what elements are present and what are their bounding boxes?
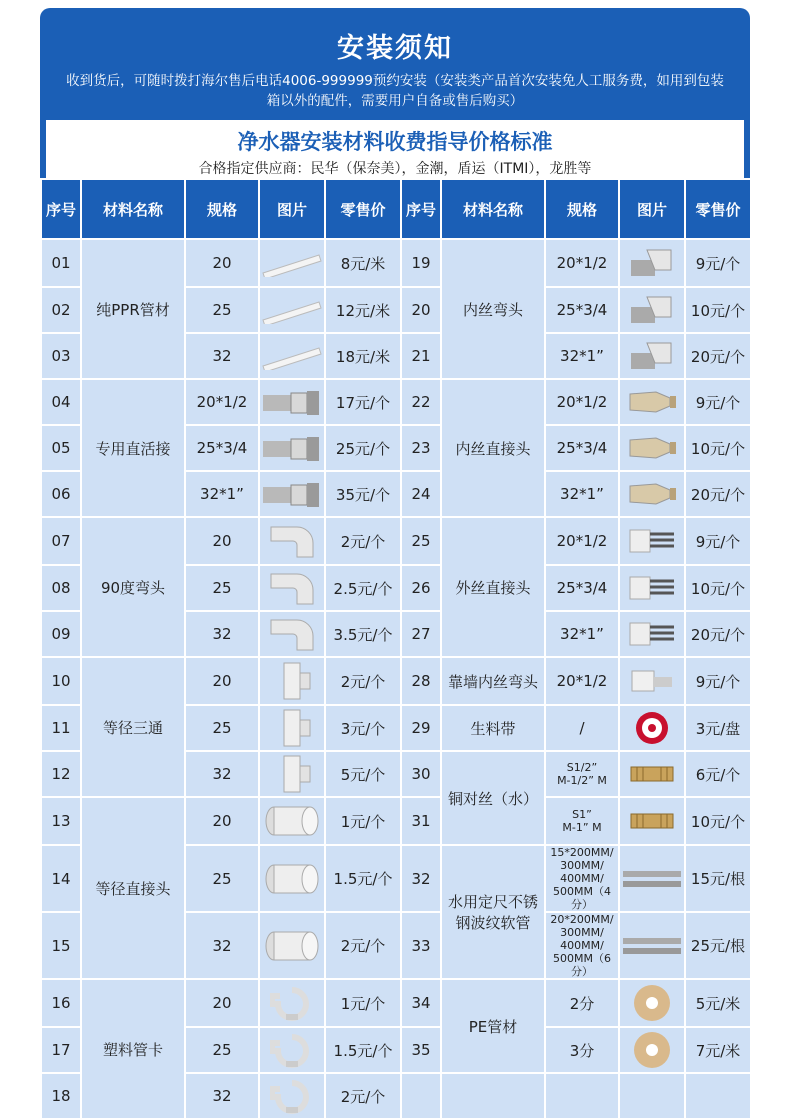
wall-elbow-icon: [620, 658, 684, 704]
spec: 32: [185, 611, 259, 657]
union-fitting-icon: [260, 472, 324, 516]
row-no: 02: [41, 287, 81, 333]
row-no: 05: [41, 425, 81, 471]
material-name: 90度弯头: [81, 517, 185, 657]
product-image: [619, 657, 685, 705]
row-no: 22: [401, 379, 441, 425]
spec: 15*200MM/ 300MM/ 400MM/ 500MM（4分）: [545, 845, 619, 912]
product-image: [259, 979, 325, 1027]
spec: 20*1/2: [545, 657, 619, 705]
product-image: [619, 425, 685, 471]
elbow-90-icon: [260, 612, 324, 656]
table-row: [41, 239, 751, 287]
notice-title: 安装须知: [337, 33, 453, 64]
product-image: [619, 471, 685, 517]
pe-tube-icon: [620, 1028, 684, 1072]
row-no: 31: [401, 797, 441, 845]
female-straight-icon: [620, 380, 684, 424]
table-row: [41, 797, 751, 845]
retail-price: 2.5元/个: [325, 565, 401, 611]
product-image: [259, 517, 325, 565]
header-price: 零售价: [685, 179, 751, 239]
header-image: 图片: [619, 179, 685, 239]
spec: 20: [185, 239, 259, 287]
product-image: [619, 517, 685, 565]
row-no: 26: [401, 565, 441, 611]
row-no: 04: [41, 379, 81, 425]
product-image: [259, 379, 325, 425]
product-image: [259, 657, 325, 705]
row-no: 10: [41, 657, 81, 705]
row-no: 11: [41, 705, 81, 751]
product-image: [259, 751, 325, 797]
header-name: 材料名称: [81, 179, 185, 239]
row-no: 18: [41, 1073, 81, 1119]
price-guide-title: 净水器安装材料收费指导价格标准: [237, 130, 553, 154]
retail-price: 3元/盘: [685, 705, 751, 751]
retail-price: 25元/根: [685, 912, 751, 979]
ptfe-tape-icon: [620, 706, 684, 750]
product-image: [259, 912, 325, 979]
product-image: [259, 471, 325, 517]
retail-price: 9元/个: [685, 379, 751, 425]
header-image: 图片: [259, 179, 325, 239]
row-no: [401, 1073, 441, 1119]
spec: 25*3/4: [545, 425, 619, 471]
female-straight-icon: [620, 426, 684, 470]
spec: S1” M-1” M: [545, 797, 619, 845]
female-straight-icon: [620, 472, 684, 516]
product-image: [619, 845, 685, 912]
row-no: 14: [41, 845, 81, 912]
spec: 32: [185, 912, 259, 979]
product-image: [259, 1027, 325, 1073]
male-straight-icon: [620, 566, 684, 610]
material-name: [441, 1073, 545, 1119]
material-name: 铜对丝（水）: [441, 751, 545, 845]
material-name: 外丝直接头: [441, 517, 545, 657]
tee-icon: [260, 658, 324, 704]
product-image: [259, 1073, 325, 1119]
supplier-list: 合格指定供应商：民华（保奈美），金潮，盾运（ITMI），龙胜等: [198, 161, 592, 177]
material-name: 等径直接头: [81, 797, 185, 979]
spec: 25: [185, 705, 259, 751]
row-no: 09: [41, 611, 81, 657]
retail-price: [685, 1073, 751, 1119]
retail-price: 1元/个: [325, 797, 401, 845]
row-no: 25: [401, 517, 441, 565]
retail-price: 9元/个: [685, 517, 751, 565]
header-spec: 规格: [545, 179, 619, 239]
ppr-pipe-icon: [260, 288, 324, 332]
product-image: [259, 333, 325, 379]
spec: 25*3/4: [545, 287, 619, 333]
product-image: [619, 912, 685, 979]
product-image: [619, 797, 685, 845]
product-image: [259, 425, 325, 471]
pipe-clip-icon: [260, 980, 324, 1026]
row-no: 29: [401, 705, 441, 751]
product-image: [619, 565, 685, 611]
product-image: [259, 797, 325, 845]
spec: 32: [185, 751, 259, 797]
material-name: 塑料管卡: [81, 979, 185, 1119]
row-no: 12: [41, 751, 81, 797]
retail-price: 20元/个: [685, 611, 751, 657]
row-no: 19: [401, 239, 441, 287]
table-header-row: [41, 179, 751, 239]
male-straight-icon: [620, 612, 684, 656]
row-no: 24: [401, 471, 441, 517]
table-row: [41, 979, 751, 1027]
row-no: 33: [401, 912, 441, 979]
pipe-clip-icon: [260, 1028, 324, 1072]
retail-price: 10元/个: [685, 797, 751, 845]
product-image: [619, 611, 685, 657]
row-no: 08: [41, 565, 81, 611]
retail-price: 10元/个: [685, 287, 751, 333]
material-name: 内丝弯头: [441, 239, 545, 379]
row-no: 03: [41, 333, 81, 379]
row-no: 06: [41, 471, 81, 517]
product-image: [619, 287, 685, 333]
row-no: 34: [401, 979, 441, 1027]
elbow-90-icon: [260, 566, 324, 610]
row-no: 21: [401, 333, 441, 379]
ppr-pipe-icon: [260, 334, 324, 378]
product-image: [619, 379, 685, 425]
ppr-pipe-icon: [260, 240, 324, 286]
retail-price: 10元/个: [685, 425, 751, 471]
retail-price: 2元/个: [325, 1073, 401, 1119]
material-name: 纯PPR管材: [81, 239, 185, 379]
row-no: 32: [401, 845, 441, 912]
retail-price: 20元/个: [685, 333, 751, 379]
retail-price: 2元/个: [325, 912, 401, 979]
union-fitting-icon: [260, 380, 324, 424]
material-name: PE管材: [441, 979, 545, 1073]
coupling-icon: [260, 798, 324, 844]
product-image: [259, 239, 325, 287]
retail-price: 6元/个: [685, 751, 751, 797]
brass-nipple-icon: [620, 752, 684, 796]
row-no: 15: [41, 912, 81, 979]
header-spec: 规格: [185, 179, 259, 239]
elbow-90-icon: [260, 518, 324, 564]
retail-price: 17元/个: [325, 379, 401, 425]
spec: 32*1”: [185, 471, 259, 517]
pe-tube-icon: [620, 980, 684, 1026]
retail-price: 18元/米: [325, 333, 401, 379]
spec: 20*200MM/ 300MM/ 400MM/ 500MM（6分）: [545, 912, 619, 979]
spec: 20*1/2: [545, 517, 619, 565]
spec: 32: [185, 333, 259, 379]
row-no: 07: [41, 517, 81, 565]
spec: 20*1/2: [185, 379, 259, 425]
spec: 2分: [545, 979, 619, 1027]
female-elbow-icon: [620, 240, 684, 286]
material-name: 等径三通: [81, 657, 185, 797]
retail-price: 2元/个: [325, 517, 401, 565]
retail-price: 5元/米: [685, 979, 751, 1027]
header-no: 序号: [41, 179, 81, 239]
retail-price: 9元/个: [685, 239, 751, 287]
spec: 3分: [545, 1027, 619, 1073]
material-name: 靠墙内丝弯头: [441, 657, 545, 705]
female-elbow-icon: [620, 288, 684, 332]
header-price: 零售价: [325, 179, 401, 239]
spec: 20: [185, 797, 259, 845]
retail-price: 9元/个: [685, 657, 751, 705]
spec: 32: [185, 1073, 259, 1119]
retail-price: 7元/米: [685, 1027, 751, 1073]
retail-price: 5元/个: [325, 751, 401, 797]
retail-price: 10元/个: [685, 565, 751, 611]
material-name: 水用定尺不锈钢波纹软管: [441, 845, 545, 979]
product-image: [619, 705, 685, 751]
spec: S1/2” M-1/2” M: [545, 751, 619, 797]
row-no: 30: [401, 751, 441, 797]
steel-hose-icon: [620, 846, 684, 911]
coupling-icon: [260, 846, 324, 911]
spec: 32*1”: [545, 333, 619, 379]
header-no: 序号: [401, 179, 441, 239]
retail-price: 2元/个: [325, 657, 401, 705]
retail-price: 25元/个: [325, 425, 401, 471]
male-straight-icon: [620, 518, 684, 564]
spec: 20: [185, 657, 259, 705]
row-no: 23: [401, 425, 441, 471]
table-row: [41, 517, 751, 565]
retail-price: 35元/个: [325, 471, 401, 517]
row-no: 01: [41, 239, 81, 287]
spec: 32*1”: [545, 611, 619, 657]
spec: 20*1/2: [545, 239, 619, 287]
spec: 25: [185, 845, 259, 912]
row-no: 27: [401, 611, 441, 657]
table-row: [41, 379, 751, 425]
brass-nipple-icon: [620, 798, 684, 844]
spec: 20*1/2: [545, 379, 619, 425]
row-no: 20: [401, 287, 441, 333]
product-image: [619, 239, 685, 287]
spec: 32*1”: [545, 471, 619, 517]
coupling-icon: [260, 913, 324, 978]
install-notice: [40, 8, 750, 120]
table-body: [41, 239, 751, 1119]
spec: 20: [185, 979, 259, 1027]
product-image: [259, 287, 325, 333]
product-image: [619, 1073, 685, 1119]
row-no: 17: [41, 1027, 81, 1073]
price-table: [40, 178, 752, 1120]
product-image: [259, 845, 325, 912]
material-name: 生料带: [441, 705, 545, 751]
row-no: 35: [401, 1027, 441, 1073]
retail-price: 15元/根: [685, 845, 751, 912]
steel-hose-icon: [620, 913, 684, 978]
female-elbow-icon: [620, 334, 684, 378]
price-sheet: [40, 8, 750, 1107]
retail-price: 3.5元/个: [325, 611, 401, 657]
product-image: [619, 1027, 685, 1073]
row-no: 13: [41, 797, 81, 845]
retail-price: 8元/米: [325, 239, 401, 287]
retail-price: 1元/个: [325, 979, 401, 1027]
spec: 25: [185, 1027, 259, 1073]
table-row: [41, 657, 751, 705]
retail-price: 20元/个: [685, 471, 751, 517]
spec: 25*3/4: [545, 565, 619, 611]
product-image: [619, 979, 685, 1027]
material-name: 内丝直接头: [441, 379, 545, 517]
retail-price: 3元/个: [325, 705, 401, 751]
product-image: [619, 751, 685, 797]
pipe-clip-icon: [260, 1074, 324, 1118]
retail-price: 1.5元/个: [325, 1027, 401, 1073]
retail-price: 1.5元/个: [325, 845, 401, 912]
tee-icon: [260, 706, 324, 750]
spec: 25*3/4: [185, 425, 259, 471]
row-no: 16: [41, 979, 81, 1027]
product-image: [259, 705, 325, 751]
spec: [545, 1073, 619, 1119]
union-fitting-icon: [260, 426, 324, 470]
product-image: [259, 611, 325, 657]
spec: 25: [185, 565, 259, 611]
row-no: 28: [401, 657, 441, 705]
notice-body: 收到货后，可随时拨打海尔售后电话4006-999999预约安装（安装类产品首次安装免人工服务费，如用到包装箱以外的配件，需要用户自备或售后购买）: [66, 73, 724, 109]
spec: 20: [185, 517, 259, 565]
price-guide-header: [40, 120, 750, 178]
product-image: [619, 333, 685, 379]
spec: 25: [185, 287, 259, 333]
spec: /: [545, 705, 619, 751]
material-name: 专用直活接: [81, 379, 185, 517]
retail-price: 12元/米: [325, 287, 401, 333]
tee-icon: [260, 752, 324, 796]
header-name: 材料名称: [441, 179, 545, 239]
product-image: [259, 565, 325, 611]
